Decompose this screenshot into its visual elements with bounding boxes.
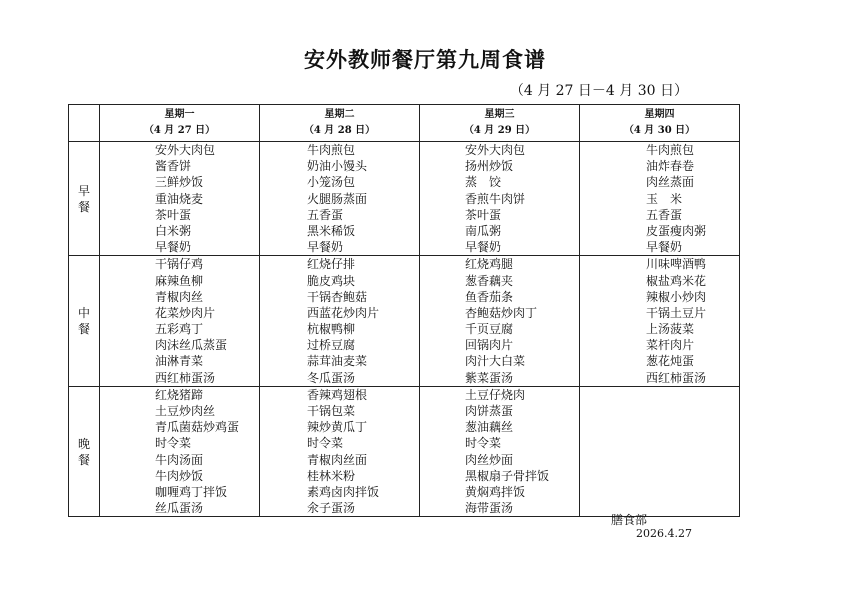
dish-item: 五彩鸡丁 xyxy=(155,322,204,337)
meal-label-char: 早 xyxy=(77,183,90,198)
dish-item: 红烧鸡腿 xyxy=(465,257,514,272)
dish-item: 紫菜蛋汤 xyxy=(465,370,514,385)
day-header-mon xyxy=(100,105,260,142)
dish-item: 肉饼蒸蛋 xyxy=(465,404,514,418)
dish-item: 火腿肠蒸面 xyxy=(307,191,368,206)
dish-item: 花菜炒肉片 xyxy=(155,305,216,320)
dish-cell xyxy=(420,256,580,387)
dish-item: 干锅包菜 xyxy=(307,404,356,418)
day-date: （4 月 29 日） xyxy=(463,125,536,136)
dish-item: 西蓝花炒肉片 xyxy=(307,305,380,320)
dish-item: 青椒肉丝 xyxy=(155,289,204,304)
dish-cell xyxy=(580,256,740,387)
dish-item: 肉汁大白菜 xyxy=(465,354,526,369)
dish-item: 菜杆肉片 xyxy=(646,338,695,353)
dish-item: 玉 米 xyxy=(646,191,683,206)
dish-item: 黑米稀饭 xyxy=(307,223,356,238)
meal-label-char: 晚 xyxy=(77,436,90,451)
dish-item: 青瓜菌菇炒鸡蛋 xyxy=(155,420,240,435)
meal-label-char: 餐 xyxy=(77,199,90,214)
page-title: 安外教师餐厅第九周食谱 xyxy=(304,48,546,72)
dish-item: 南瓜粥 xyxy=(465,223,502,238)
dish-item: 冬瓜蛋汤 xyxy=(307,370,356,385)
meal-row-lunch xyxy=(69,256,740,387)
header-row xyxy=(69,105,740,142)
meal-row-dinner xyxy=(69,386,740,517)
day-name: 星期一 xyxy=(164,109,195,120)
day-date: （4 月 28 日） xyxy=(303,125,376,136)
dish-item: 重油烧麦 xyxy=(155,191,204,206)
dish-item: 青椒肉丝面 xyxy=(307,452,368,467)
day-header-thu xyxy=(580,105,740,142)
dish-item: 辣椒小炒肉 xyxy=(646,289,707,304)
dish-item: 杭椒鸭柳 xyxy=(307,322,356,337)
dish-item: 土豆仔烧肉 xyxy=(465,387,526,402)
date-range: （4 月 27 日－4 月 30 日） xyxy=(509,83,688,99)
dish-item: 海带蛋汤 xyxy=(465,501,514,516)
dish-item: 小笼汤包 xyxy=(307,175,356,190)
dish-item: 葱香藕夹 xyxy=(465,273,514,288)
dish-cell xyxy=(420,386,580,517)
dish-item: 时令菜 xyxy=(465,436,502,451)
dish-item: 土豆炒肉丝 xyxy=(155,404,216,418)
dish-item: 香煎牛肉饼 xyxy=(465,191,526,206)
dish-cell xyxy=(100,386,260,517)
meal-label-char: 餐 xyxy=(77,322,90,337)
day-name: 星期三 xyxy=(484,109,515,120)
day-header-tue xyxy=(260,105,420,142)
dish-item: 葱花炖蛋 xyxy=(646,354,695,369)
dish-item: 素鸡卤肉拌饭 xyxy=(307,484,380,499)
dish-item: 西红柿蛋汤 xyxy=(155,370,216,385)
dish-item: 油淋青菜 xyxy=(155,354,204,369)
meal-label xyxy=(69,386,100,517)
dish-item: 椒盐鸡米花 xyxy=(646,273,707,288)
dish-item: 五香蛋 xyxy=(646,207,683,222)
dish-item: 五香蛋 xyxy=(307,207,344,222)
menu-table xyxy=(68,104,740,517)
dish-item: 干锅杏鲍菇 xyxy=(307,289,368,304)
meal-row-breakfast xyxy=(69,142,740,256)
day-name: 星期二 xyxy=(324,109,355,120)
dish-cell xyxy=(260,142,420,256)
dish-item: 上汤菠菜 xyxy=(646,322,695,337)
dish-item: 杏鲍菇炒肉丁 xyxy=(465,305,538,320)
dish-item: 蒸 饺 xyxy=(465,175,502,190)
dish-item: 千页豆腐 xyxy=(465,322,514,337)
meal-label-char: 中 xyxy=(77,306,90,321)
dish-cell xyxy=(580,386,740,517)
dish-item: 安外大肉包 xyxy=(155,143,216,157)
dish-item: 肉沫丝瓜蒸蛋 xyxy=(155,338,228,353)
corner-cell xyxy=(69,105,100,142)
dish-item: 咖喱鸡丁拌饭 xyxy=(155,484,228,499)
dish-item: 红烧猪蹄 xyxy=(155,387,204,402)
dish-item: 肉丝炒面 xyxy=(465,452,514,467)
menu-body xyxy=(69,142,740,517)
meal-label-char: 餐 xyxy=(77,452,90,467)
dish-item: 丝瓜蛋汤 xyxy=(155,501,204,516)
day-date: （4 月 27 日） xyxy=(143,125,216,136)
dish-item: 时令菜 xyxy=(155,436,192,451)
dish-item: 奶油小馒头 xyxy=(307,159,368,174)
dish-item: 回锅肉片 xyxy=(465,338,514,353)
dish-item: 茶叶蛋 xyxy=(155,207,192,222)
dish-item: 早餐奶 xyxy=(465,240,502,255)
dish-item: 牛肉煎包 xyxy=(646,143,695,157)
dish-item: 氽子蛋汤 xyxy=(307,501,356,516)
dish-item: 时令菜 xyxy=(307,436,344,451)
dish-item: 白米粥 xyxy=(155,223,192,238)
dish-item: 脆皮鸡块 xyxy=(307,273,356,288)
dish-item: 酱香饼 xyxy=(155,159,192,174)
dish-cell xyxy=(260,386,420,517)
dish-item: 扬州炒饭 xyxy=(465,159,514,174)
issue-date: 2026.4.27 xyxy=(636,527,692,540)
dish-item: 油炸春卷 xyxy=(646,159,695,174)
meal-label xyxy=(69,256,100,387)
dish-item: 牛肉煎包 xyxy=(307,143,356,157)
dish-item: 茶叶蛋 xyxy=(465,207,502,222)
dish-item: 牛肉炒饭 xyxy=(155,468,204,483)
dish-item: 川味啤酒鸭 xyxy=(646,257,707,272)
dish-item: 早餐奶 xyxy=(646,240,683,255)
dish-item: 黑椒扇子骨拌饭 xyxy=(465,468,550,483)
dish-item: 肉丝蒸面 xyxy=(646,175,695,190)
dish-cell xyxy=(100,256,260,387)
dish-item: 安外大肉包 xyxy=(465,143,526,157)
dish-item: 葱油藕丝 xyxy=(465,420,514,435)
day-date: （4 月 30 日） xyxy=(623,125,696,136)
dish-cell xyxy=(260,256,420,387)
dish-item: 干锅仔鸡 xyxy=(155,257,204,272)
department-signature: 膳食部 xyxy=(611,513,648,527)
dish-item: 香辣鸡翅根 xyxy=(307,387,368,402)
dish-item: 黄焖鸡拌饭 xyxy=(465,484,526,499)
dish-item: 红烧仔排 xyxy=(307,257,356,272)
dish-item: 干锅土豆片 xyxy=(646,305,707,320)
dish-item: 三鲜炒饭 xyxy=(155,175,204,190)
dish-cell xyxy=(420,142,580,256)
dish-item: 桂林米粉 xyxy=(307,468,356,483)
day-header-wed xyxy=(420,105,580,142)
dish-item: 早餐奶 xyxy=(307,240,344,255)
day-name: 星期四 xyxy=(644,109,675,120)
dish-item: 鱼香茄条 xyxy=(465,289,514,304)
dish-item: 西红柿蛋汤 xyxy=(646,370,707,385)
dish-item: 牛肉汤面 xyxy=(155,452,204,467)
dish-item: 皮蛋瘦肉粥 xyxy=(646,223,707,238)
dish-item: 辣炒黄瓜丁 xyxy=(307,420,368,435)
meal-label xyxy=(69,142,100,256)
dish-item: 过桥豆腐 xyxy=(307,338,356,353)
dish-item: 麻辣鱼柳 xyxy=(155,273,204,288)
dish-item: 早餐奶 xyxy=(155,240,192,255)
dish-item: 蒜茸油麦菜 xyxy=(307,354,368,369)
dish-cell xyxy=(580,142,740,256)
dish-cell xyxy=(100,142,260,256)
